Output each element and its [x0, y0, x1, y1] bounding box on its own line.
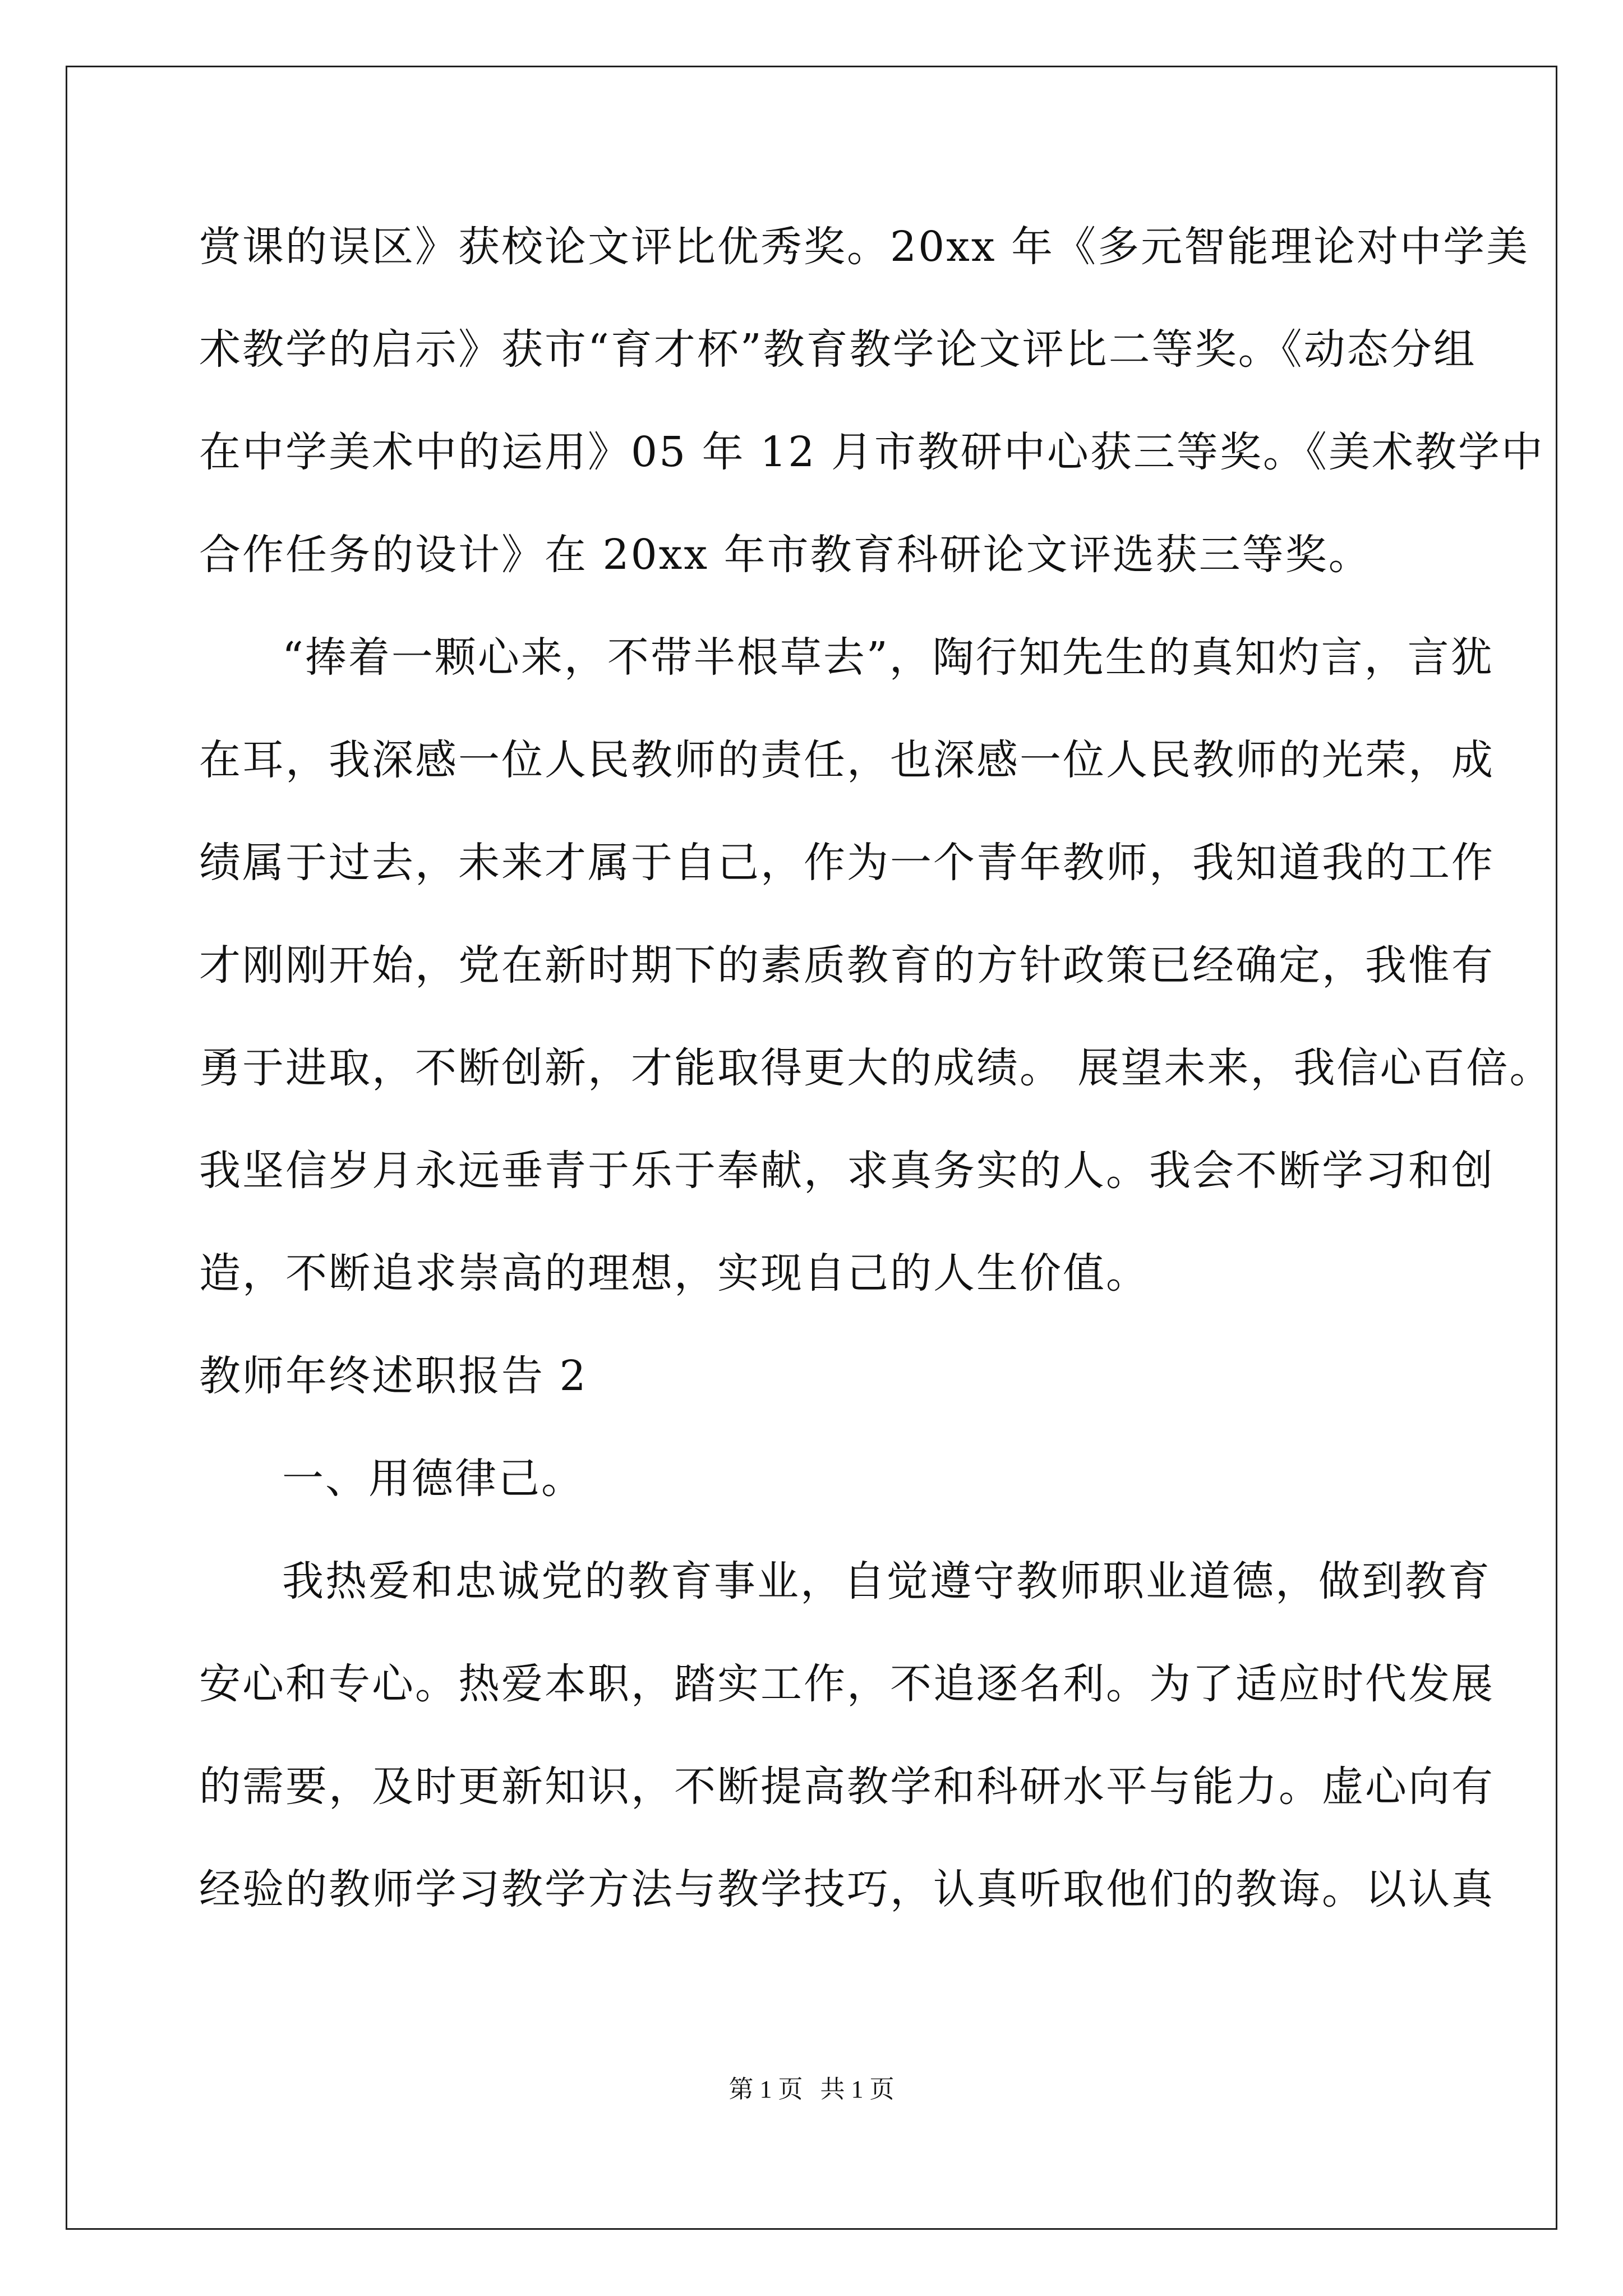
section-heading: 教师年终述职报告 2 — [199, 1352, 588, 1400]
paragraph-line: 才刚刚开始，党在新时期下的素质教育的方针政策已经确定，我惟有 — [199, 941, 1495, 990]
paragraph-line: 我坚信岁月永远垂青于乐于奉献，求真务实的人。我会不断学习和创 — [199, 1147, 1495, 1195]
page-number-current: 第 1 页 — [728, 2076, 803, 2103]
page-footer — [0, 2073, 1623, 2106]
paragraph-line: 在中学美术中的运用》05 年 12 月市教研中心获三等奖。《美术教学中 — [199, 428, 1544, 476]
paragraph-line: 在耳，我深感一位人民教师的责任，也深感一位人民教师的光荣，成 — [199, 736, 1495, 784]
page-number-total: 共 1 页 — [820, 2076, 895, 2103]
paragraph-line: 经验的教师学习教学方法与教学技巧，认真听取他们的教诲。以认真 — [199, 1865, 1495, 1913]
paragraph-line: 术教学的启示》获市“育才杯”教育教学论文评比二等奖。《动态分组 — [199, 325, 1477, 374]
paragraph-line: 绩属于过去，未来才属于自己，作为一个青年教师，我知道我的工作 — [199, 839, 1495, 887]
paragraph-line: 造，不断追求崇高的理想，实现自己的人生价值。 — [199, 1249, 1149, 1297]
paragraph-line: 的需要，及时更新知识，不断提高教学和科研水平与能力。虚心向有 — [199, 1763, 1495, 1811]
paragraph-line: 赏课的误区》获校论文评比优秀奖。20xx 年《多元智能理论对中学美 — [199, 223, 1530, 271]
paragraph-line: 勇于进取，不断创新，才能取得更大的成绩。 展望未来，我信心百倍。 — [199, 1044, 1553, 1092]
paragraph-line: “捧着一颗心来，不带半根草去”，陶行知先生的真知灼言，言犹 — [282, 633, 1494, 682]
paragraph-line: 合作任务的设计》在 20xx 年市教育科研论文评选获三等奖。 — [199, 531, 1372, 579]
paragraph-line: 我热爱和忠诚党的教育事业，自觉遵守教师职业道德，做到教育 — [282, 1557, 1491, 1605]
subsection-heading: 一、用德律己。 — [282, 1455, 584, 1503]
paragraph-line: 安心和专心。热爱本职，踏实工作，不追逐名利。为了适应时代发展 — [199, 1660, 1495, 1708]
